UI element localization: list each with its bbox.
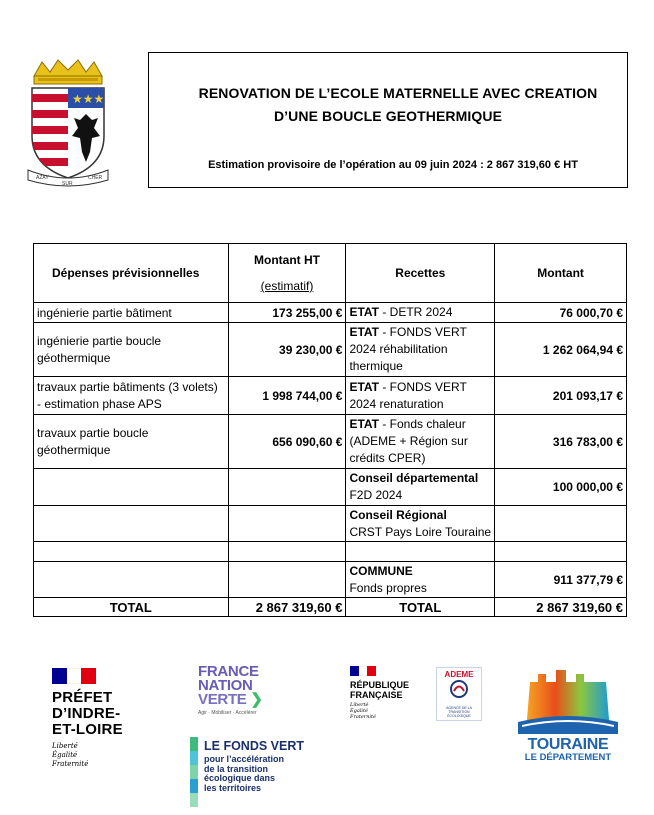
revenue-cell: [346, 542, 495, 562]
expense-amount-cell: [228, 562, 346, 598]
revenue-source: ETAT: [349, 325, 380, 339]
header-amount-ht: [228, 244, 346, 303]
rf-motto-2: Égalité: [350, 708, 368, 714]
revenue-detail: F2D 2024: [349, 488, 403, 502]
estimate-subtitle: Estimation provisoire de l’opération au 09 juin 2024 : 2 867 319,60 € HT: [208, 159, 578, 171]
fonds-vert-logo: [190, 737, 350, 807]
table-row: [34, 303, 627, 323]
total-label-left: TOTAL: [34, 598, 229, 617]
revenue-source: Conseil Régional: [349, 507, 447, 522]
document-title-line-1: RENOVATION DE L’ECOLE MATERNELLE AVEC CREATION: [198, 85, 598, 101]
rf-motto-1: Liberté: [350, 702, 369, 708]
fonds-vert-line-1: pour l’accélération: [204, 754, 285, 764]
header-amount-ht-label: Montant HT: [254, 253, 320, 267]
expense-cell: ingénierie partie boucle géothermique: [34, 323, 229, 377]
crest-motto-center: SUR: [62, 181, 73, 187]
prefet-logo: [52, 668, 162, 778]
expense-cell: [34, 469, 229, 506]
expense-cell: [34, 542, 229, 562]
revenue-amount-cell: 316 783,00 €: [495, 415, 627, 469]
table-row: [34, 377, 627, 415]
expense-cell: travaux partie boucle géothermique: [34, 415, 229, 469]
ademe-subtitle: [437, 706, 481, 718]
expense-amount-cell: 39 230,00 €: [228, 323, 346, 377]
expense-cell: ingénierie partie bâtiment: [34, 303, 229, 323]
table-row: [34, 542, 627, 562]
header-amount: Montant: [495, 244, 627, 303]
header-revenues: Recettes: [346, 244, 495, 303]
rf-motto-3: Fraternité: [350, 714, 376, 720]
svg-text:★★★: ★★★: [72, 92, 105, 106]
fonds-vert-stripe-icon: [190, 737, 198, 807]
header-expenses: Dépenses prévisionnelles: [34, 244, 229, 303]
revenue-amount-cell: [495, 542, 627, 562]
table-row: [34, 323, 627, 377]
republique-motto: [350, 702, 430, 720]
revenue-detail: - FONDS VERT 2024 réhabilitation thermique: [349, 325, 467, 373]
fonds-vert-line-3: écologique dans: [204, 773, 276, 783]
total-label-right: TOTAL: [346, 598, 495, 617]
expense-amount-cell: 1 998 744,00 €: [228, 377, 346, 415]
ademe-name: ADEME: [444, 670, 474, 679]
expense-amount-cell: 173 255,00 €: [228, 303, 346, 323]
expense-cell: [34, 562, 229, 598]
revenue-cell: [346, 377, 495, 415]
total-amount-left: 2 867 319,60 €: [228, 598, 346, 617]
fonds-vert-title: LE FONDS VERT: [204, 739, 305, 753]
republique-name: [350, 680, 430, 700]
fonds-vert-tagline: [204, 755, 284, 793]
ademe-symbol-icon: [448, 679, 470, 699]
france-nation-verte-logo: [198, 665, 268, 725]
motto-egalite: Égalité: [52, 751, 78, 759]
marianne-flag-icon: [350, 666, 376, 676]
expense-amount-cell: [228, 506, 346, 542]
expense-amount-cell: [228, 542, 346, 562]
expense-cell: travaux partie bâtiments (3 volets) - estimation phase APS: [34, 377, 229, 415]
expense-amount-cell: 656 090,60 €: [228, 415, 346, 469]
revenue-detail: - Fonds chaleur (ADEME + Région sur crédits CPER): [349, 417, 468, 465]
revenue-amount-cell: 911 377,79 €: [495, 562, 627, 598]
republique-francaise-logo: [350, 666, 430, 726]
fonds-vert-line-4: les territoires: [204, 782, 262, 793]
revenue-source: COMMUNE: [349, 563, 413, 578]
total-amount-right: 2 867 319,60 €: [495, 598, 627, 617]
prefet-name: [52, 690, 162, 738]
revenue-amount-cell: 1 262 064,94 €: [495, 323, 627, 377]
table-header-row: [34, 244, 627, 303]
ademe-logo: [436, 667, 482, 721]
motto-fraternite: Fraternité: [52, 760, 89, 768]
revenue-source: ETAT: [349, 379, 380, 394]
revenue-detail: - FONDS VERT 2024 renaturation: [349, 379, 467, 411]
town-crest-logo: [22, 58, 114, 190]
republique-line-1: RÉPUBLIQUE: [350, 680, 410, 690]
prefet-motto: [52, 742, 162, 769]
fnv-tagline: Agir · Mobiliser · Accélérer: [198, 710, 257, 716]
total-row: [34, 598, 627, 617]
document-title-line-2: D’UNE BOUCLE GEOTHERMIQUE: [273, 108, 503, 124]
prefet-line-3: ET-LOIRE: [52, 721, 123, 738]
table-row: [34, 562, 627, 598]
touraine-subtitle: LE DÉPARTEMENT: [524, 752, 612, 763]
marianne-flag-icon: [52, 668, 96, 684]
fnv-line-2: NATION: [198, 677, 253, 694]
fnv-line-3: VERTE ❯: [198, 691, 263, 708]
header-amount-ht-note: (estimatif): [260, 279, 314, 293]
revenue-source: Conseil départemental: [349, 471, 479, 485]
budget-table: [33, 243, 627, 617]
revenue-amount-cell: [495, 506, 627, 542]
revenue-detail: CRST Pays Loire Touraine: [349, 524, 492, 539]
revenue-amount-cell: 100 000,00 €: [495, 469, 627, 506]
expense-cell: [34, 506, 229, 542]
ademe-sub-1: AGENCE DE LA: [446, 706, 472, 710]
revenue-cell: [346, 506, 495, 542]
prefet-line-1: PRÉFET: [52, 689, 113, 706]
touraine-tower-icon: [516, 666, 620, 734]
revenue-cell: [346, 469, 495, 506]
revenue-amount-cell: 76 000,70 €: [495, 303, 627, 323]
revenue-cell: [346, 562, 495, 598]
revenue-source: ETAT: [349, 305, 380, 319]
table-row: [34, 506, 627, 542]
revenue-detail: Fonds propres: [349, 580, 427, 595]
ademe-sub-3: ÉCOLOGIQUE: [447, 714, 471, 718]
revenue-detail: - DETR 2024: [379, 305, 453, 319]
crest-motto-left: AZAY: [36, 175, 49, 181]
revenue-amount-cell: 201 093,17 €: [495, 377, 627, 415]
fnv-line-1: FRANCE: [198, 663, 259, 680]
crest-motto-right: CHER: [88, 175, 103, 181]
revenue-cell: [346, 303, 495, 323]
touraine-name: TOURAINE: [527, 736, 609, 753]
prefet-line-2: D’INDRE-: [52, 705, 121, 722]
title-box: [148, 52, 628, 188]
revenue-cell: [346, 415, 495, 469]
republique-line-2: FRANÇAISE: [350, 690, 403, 700]
ademe-sub-2: TRANSITION: [448, 710, 470, 714]
revenue-cell: [346, 323, 495, 377]
touraine-departement-logo: [516, 666, 620, 766]
expense-amount-cell: [228, 469, 346, 506]
motto-liberte: Liberté: [52, 742, 78, 750]
table-row: [34, 469, 627, 506]
fonds-vert-line-2: de la transition: [204, 763, 269, 774]
table-row: [34, 415, 627, 469]
revenue-source: ETAT: [349, 417, 380, 431]
